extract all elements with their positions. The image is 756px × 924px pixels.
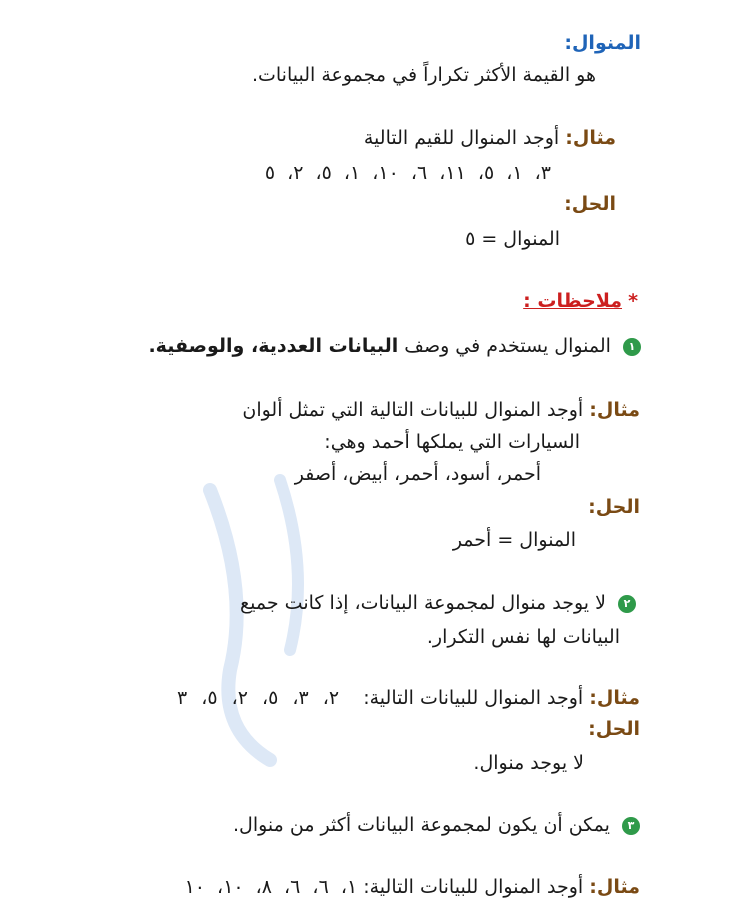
example2-text: أوجد المنوال للبيانات التالية التي تمثل ألوان [242,399,584,421]
example4-text: أوجد المنوال للبيانات التالية: [363,876,584,898]
notes-heading [523,288,638,314]
note2-text: لا يوجد منوال لمجموعة البيانات، إذا كانت جميع [240,592,606,614]
note1-text: المنوال يستخدم في وصف [404,335,611,357]
note1 [148,333,641,359]
note1-bold-text: البيانات العددية، والوصفية. [148,335,399,357]
note3 [233,812,640,838]
example4-values: ١، ٦، ٦، ٨، ١٠، ١٠ [184,876,358,898]
example1-text: أوجد المنوال للقيم التالية [363,127,560,149]
notes-title: ملاحظات : [523,290,623,312]
example2-line2: السيارات التي يملكها أحمد وهي: [324,431,580,453]
note3-number-badge: ٣ [622,817,640,835]
example1-line [364,125,616,151]
mode-heading: المنوال: [564,32,641,54]
example-label: مثال: [589,687,640,709]
example3-answer: لا يوجد منوال. [473,752,584,774]
note3-text: يمكن أن يكون لمجموعة البيانات أكثر من منوال. [232,814,610,836]
example4-line [185,874,640,900]
note2-line1 [240,590,636,616]
mode-definition: هو القيمة الأكثر تكراراً في مجموعة البيانات. [251,64,596,86]
solution-label: الحل: [588,718,640,740]
example3-values: ٢، ٣، ٥، ٢، ٥، ٣ [176,687,340,709]
example3-text: أوجد المنوال للبيانات التالية: [363,687,584,709]
example2-answer: المنوال = أحمر [452,529,576,551]
note2-line2: البيانات لها نفس التكرار. [426,626,620,648]
example-label: مثال: [589,876,640,898]
example2-line3: أحمر، أسود، أحمر، أبيض، أصفر [294,463,541,485]
example3-line [177,685,640,711]
example2-line1 [242,397,640,423]
solution-label: الحل: [564,193,616,215]
note2-number-badge: ٢ [618,595,636,613]
note1-number-badge: ١ [623,338,641,356]
solution-label: الحل: [588,496,640,518]
example1-values: ٣، ١، ٥، ١١، ٦، ١٠، ١، ٥، ٢، ٥ [264,162,551,184]
example-label: مثال: [565,127,616,149]
example1-answer: المنوال = ٥ [465,228,560,250]
watermark [190,470,330,770]
example-label: مثال: [589,399,640,421]
notes-star: * [628,290,638,312]
